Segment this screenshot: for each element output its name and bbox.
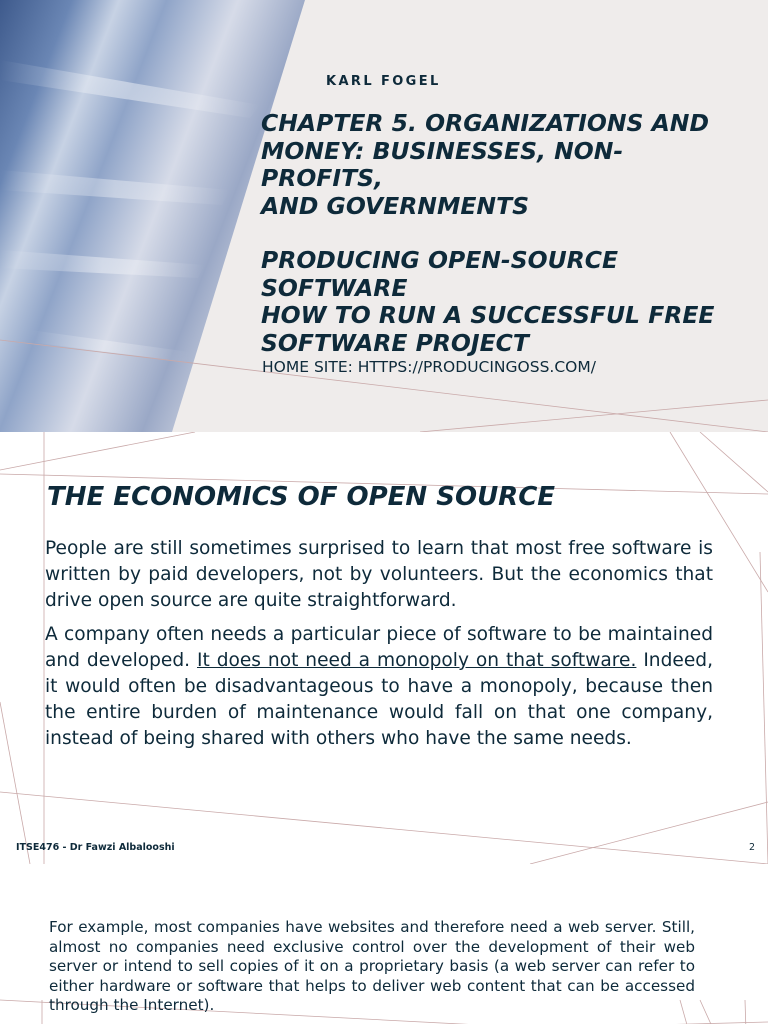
underlined-statement: It does not need a monopoly on that software. bbox=[197, 650, 637, 671]
example-paragraph: For example, most companies have websites and therefore need a web server. Still, almost no companies need exclusive control over the development of their web server or intend to sell copies of it on a proprietary basis (a web server can refer to either hardware or software that helps to deliver web content that can be accessed through the Internet). bbox=[49, 918, 695, 1014]
page-number: 2 bbox=[748, 842, 755, 853]
content-slide-example bbox=[0, 864, 768, 1024]
slide-footer: ITSE476 - Dr Fawzi Albalooshi bbox=[16, 842, 175, 853]
slide-heading: THE ECONOMICS OF OPEN SOURCE bbox=[47, 482, 556, 512]
slide-body bbox=[45, 536, 713, 760]
home-site-text: HOME SITE: HTTPS://PRODUCINGOSS.COM/ bbox=[262, 358, 596, 376]
author-name: KARL FOGEL bbox=[326, 74, 441, 89]
paragraph-2-start: A company often needs a particular piece of software to be maintained and developed. bbox=[45, 624, 713, 671]
title-slide bbox=[0, 0, 768, 432]
paragraph-2-end: Indeed, it would often be disadvantageous to have a monopoly, because then the entire burden of maintenance would fall on that one company, instead of being shared with others who have the same needs. bbox=[45, 650, 713, 749]
paragraph-1: People are still sometimes surprised to learn that most free software is written by paid developers, not by volunteers. But the economics that drive open source are quite straightforward. bbox=[45, 538, 713, 611]
paragraph-2 bbox=[45, 622, 713, 752]
book-title: PRODUCING OPEN-SOURCE SOFTWARE HOW TO RUN A SUCCESSFUL FREE SOFTWARE PROJECT bbox=[261, 246, 715, 357]
chapter-title: CHAPTER 5. ORGANIZATIONS AND MONEY: BUSINESSES, NON- PROFITS, AND GOVERNMENTS bbox=[261, 109, 709, 220]
content-slide-economics bbox=[0, 432, 768, 864]
